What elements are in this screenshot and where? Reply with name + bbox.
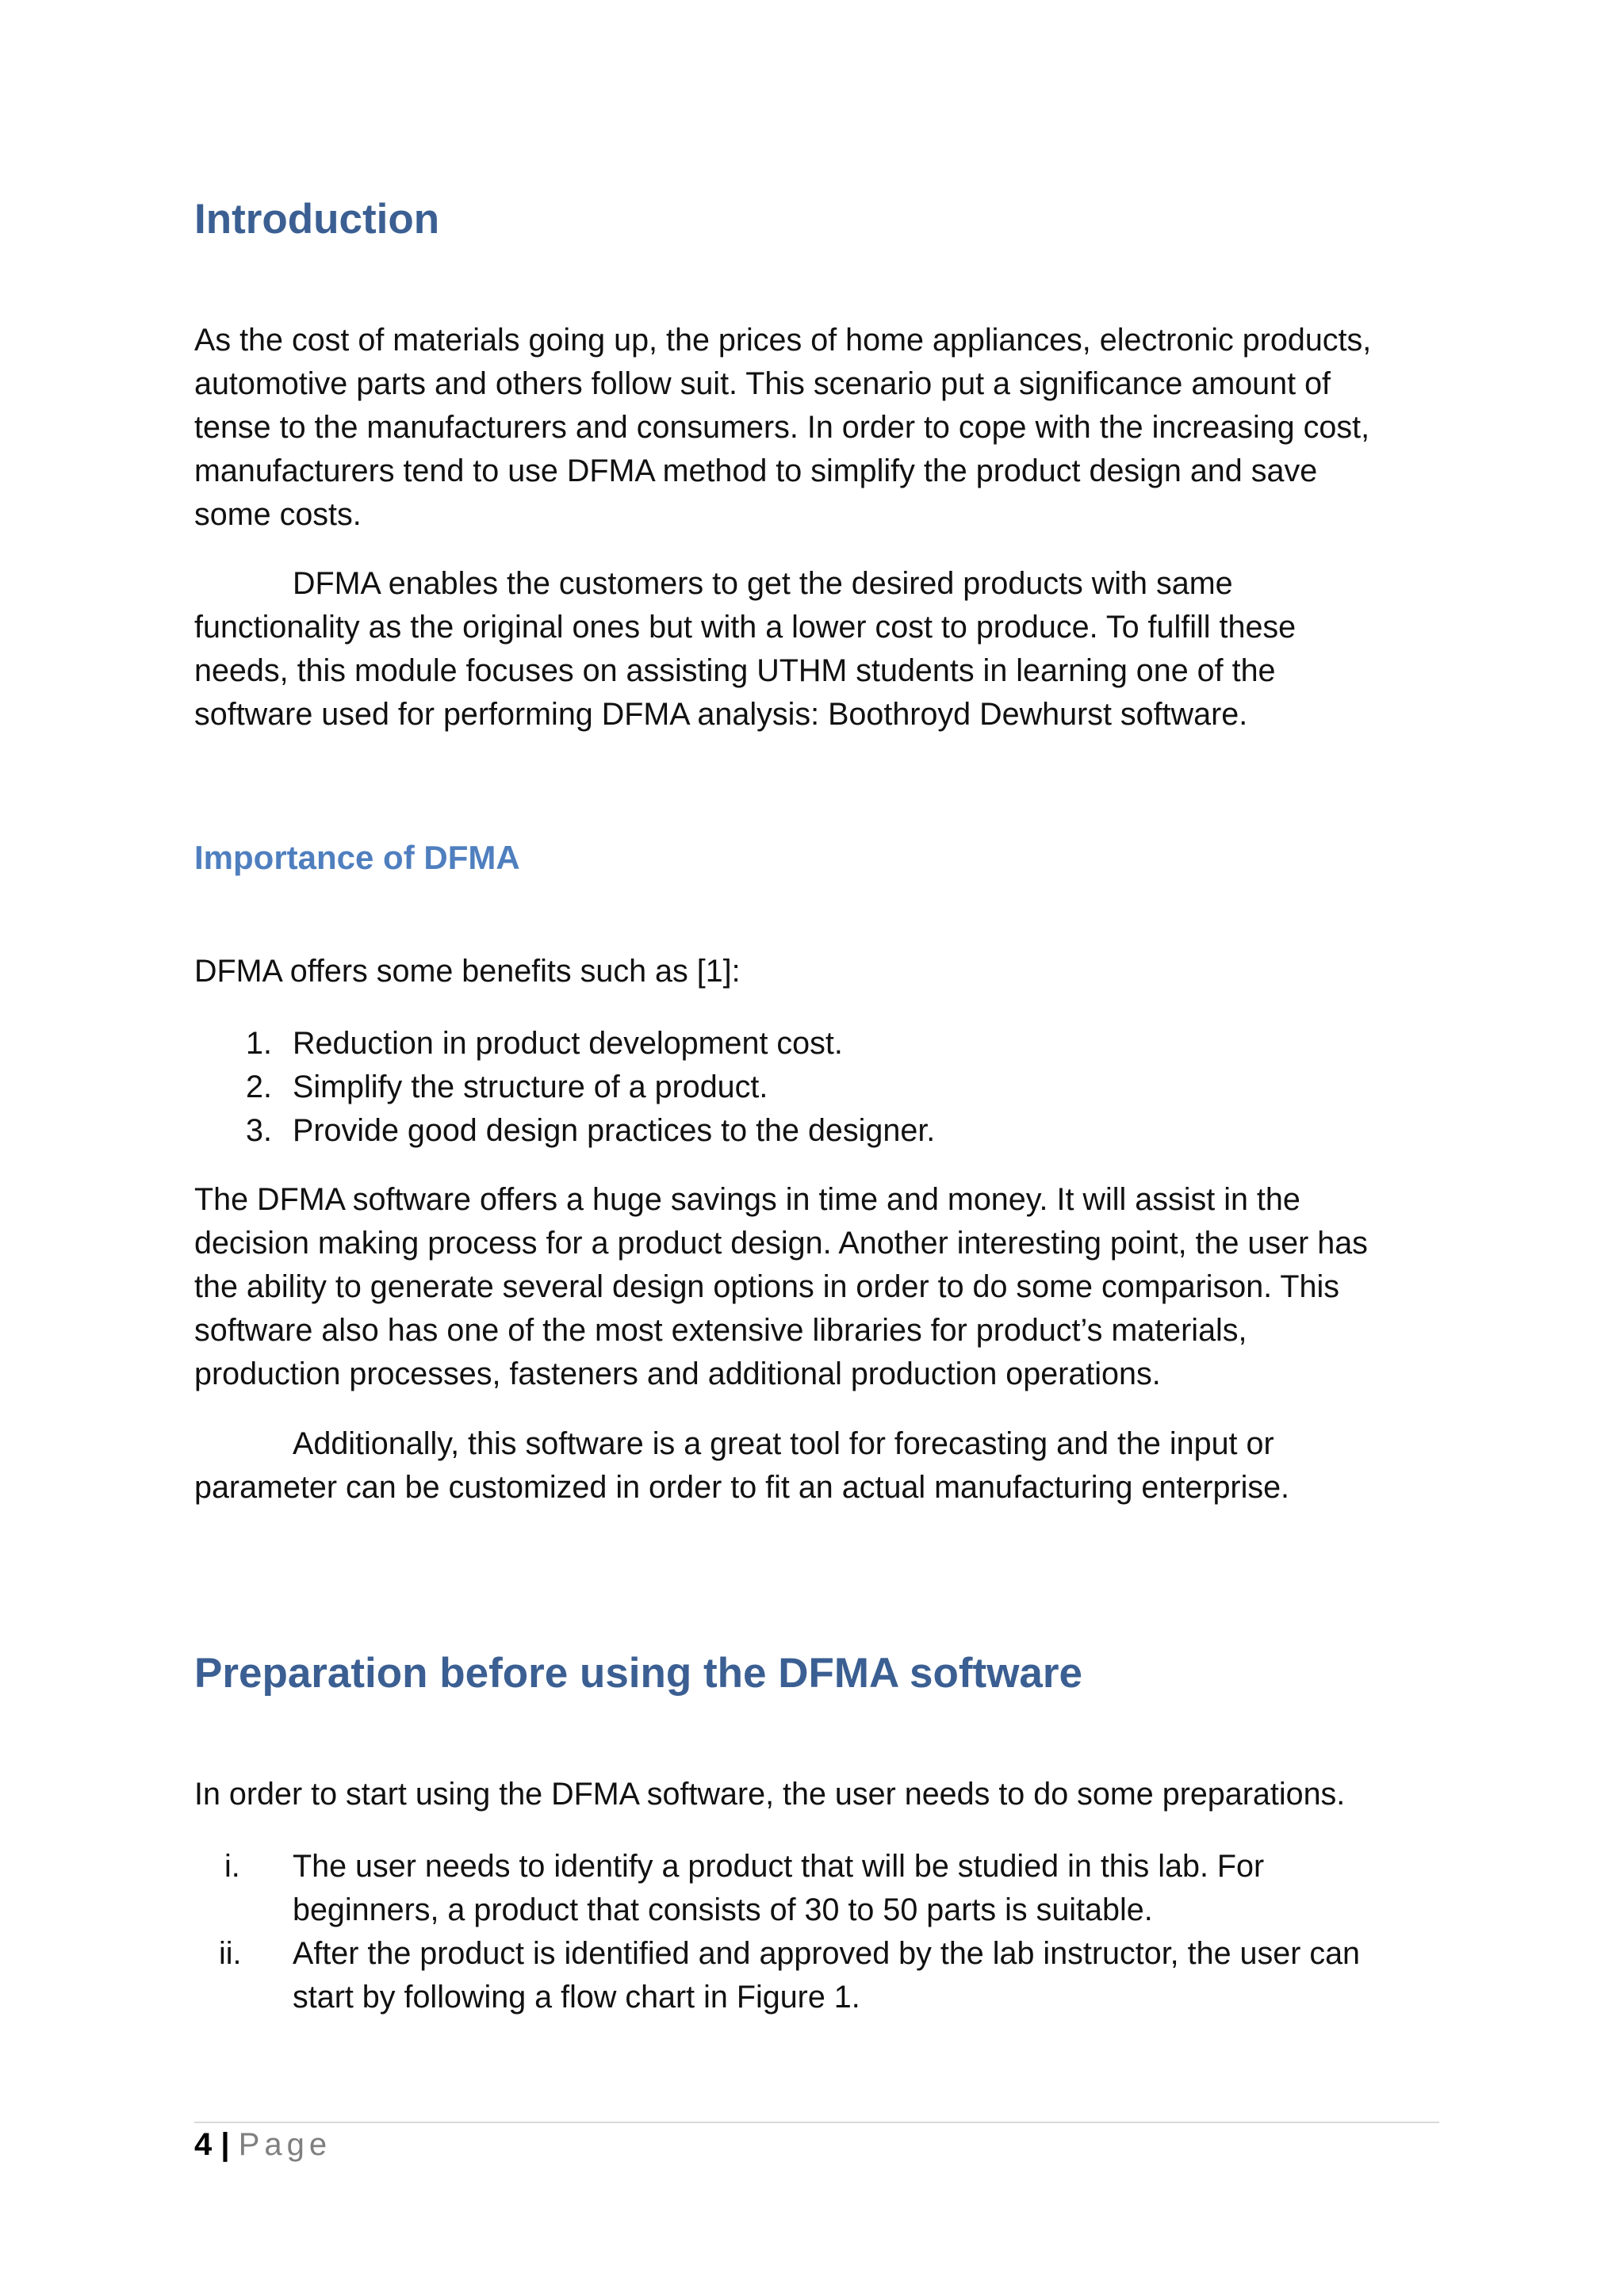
preparation-list xyxy=(194,1845,1439,2019)
text-line: Additionally, this software is a great tool for forecasting and the input or xyxy=(293,1426,1274,1461)
importance-paragraph-2 xyxy=(194,1422,1439,1510)
list-item xyxy=(194,1022,1439,1066)
list-item-text: Simplify the structure of a product. xyxy=(293,1070,768,1104)
text-line: manufacturers tend to use DFMA method to simplify the product design and save xyxy=(194,453,1318,488)
list-item xyxy=(194,1932,1439,2019)
intro-paragraph-2 xyxy=(194,562,1439,737)
text-line: The DFMA software offers a huge savings in time and money. It will assist in the xyxy=(194,1182,1300,1217)
list-marker: 2. xyxy=(246,1070,272,1104)
list-item-text: Provide good design practices to the designer. xyxy=(293,1113,936,1148)
list-marker: 1. xyxy=(246,1026,272,1061)
importance-paragraph-1 xyxy=(194,1178,1439,1396)
text-line: software also has one of the most extensive libraries for product’s materials, xyxy=(194,1313,1247,1348)
list-item-line: start by following a flow chart in Figure 1. xyxy=(293,1980,860,2015)
list-item-line: The user needs to identify a product that will be studied in this lab. For xyxy=(293,1849,1265,1884)
list-item xyxy=(194,1845,1439,1932)
list-marker: i. xyxy=(224,1849,240,1884)
text-line: tense to the manufacturers and consumers. In order to cope with the increasing cost, xyxy=(194,410,1370,445)
text-line: As the cost of materials going up, the prices of home appliances, electronic products, xyxy=(194,323,1372,358)
list-marker: ii. xyxy=(219,1936,242,1971)
text-line: the ability to generate several design options in order to do some comparison. This xyxy=(194,1269,1340,1304)
text-line: production processes, fasteners and additional production operations. xyxy=(194,1357,1161,1391)
importance-lead xyxy=(194,950,1439,993)
list-item-text: Reduction in product development cost. xyxy=(293,1026,843,1061)
text-line: decision making process for a product design. Another interesting point, the user has xyxy=(194,1226,1368,1261)
footer-separator: | xyxy=(220,2127,230,2162)
text-line: parameter can be customized in order to fit an actual manufacturing enterprise. xyxy=(194,1470,1290,1505)
page-label: Page xyxy=(238,2127,332,2162)
text-line: automotive parts and others follow suit. This scenario put a significance amount of xyxy=(194,366,1331,401)
list-item-line: beginners, a product that consists of 30 to 50 parts is suitable. xyxy=(293,1892,1153,1927)
list-item xyxy=(194,1066,1439,1109)
page-footer xyxy=(194,2124,331,2165)
text-line: needs, this module focuses on assisting UTHM students in learning one of the xyxy=(194,653,1276,688)
list-item xyxy=(194,1109,1439,1153)
page-number: 4 xyxy=(194,2127,213,2162)
heading-importance-of-dfma: Importance of DFMA xyxy=(194,839,520,876)
text-line: DFMA enables the customers to get the desired products with same xyxy=(293,566,1233,601)
text-line: some costs. xyxy=(194,497,362,532)
heading-introduction: Introduction xyxy=(194,196,440,243)
list-marker: 3. xyxy=(246,1113,272,1148)
preparation-lead xyxy=(194,1773,1439,1816)
list-item-line: After the product is identified and approved by the lab instructor, the user can xyxy=(293,1936,1361,1971)
intro-paragraph-1 xyxy=(194,319,1439,537)
text-line: In order to start using the DFMA software, the user needs to do some preparations. xyxy=(194,1777,1346,1812)
text-line: functionality as the original ones but with a lower cost to produce. To fulfill these xyxy=(194,610,1297,645)
text-line: software used for performing DFMA analysis: Boothroyd Dewhurst software. xyxy=(194,697,1248,732)
footer-divider xyxy=(194,2122,1439,2123)
heading-preparation: Preparation before using the DFMA software xyxy=(194,1650,1083,1697)
benefits-list xyxy=(194,1022,1439,1153)
text-line: DFMA offers some benefits such as [1]: xyxy=(194,954,741,989)
